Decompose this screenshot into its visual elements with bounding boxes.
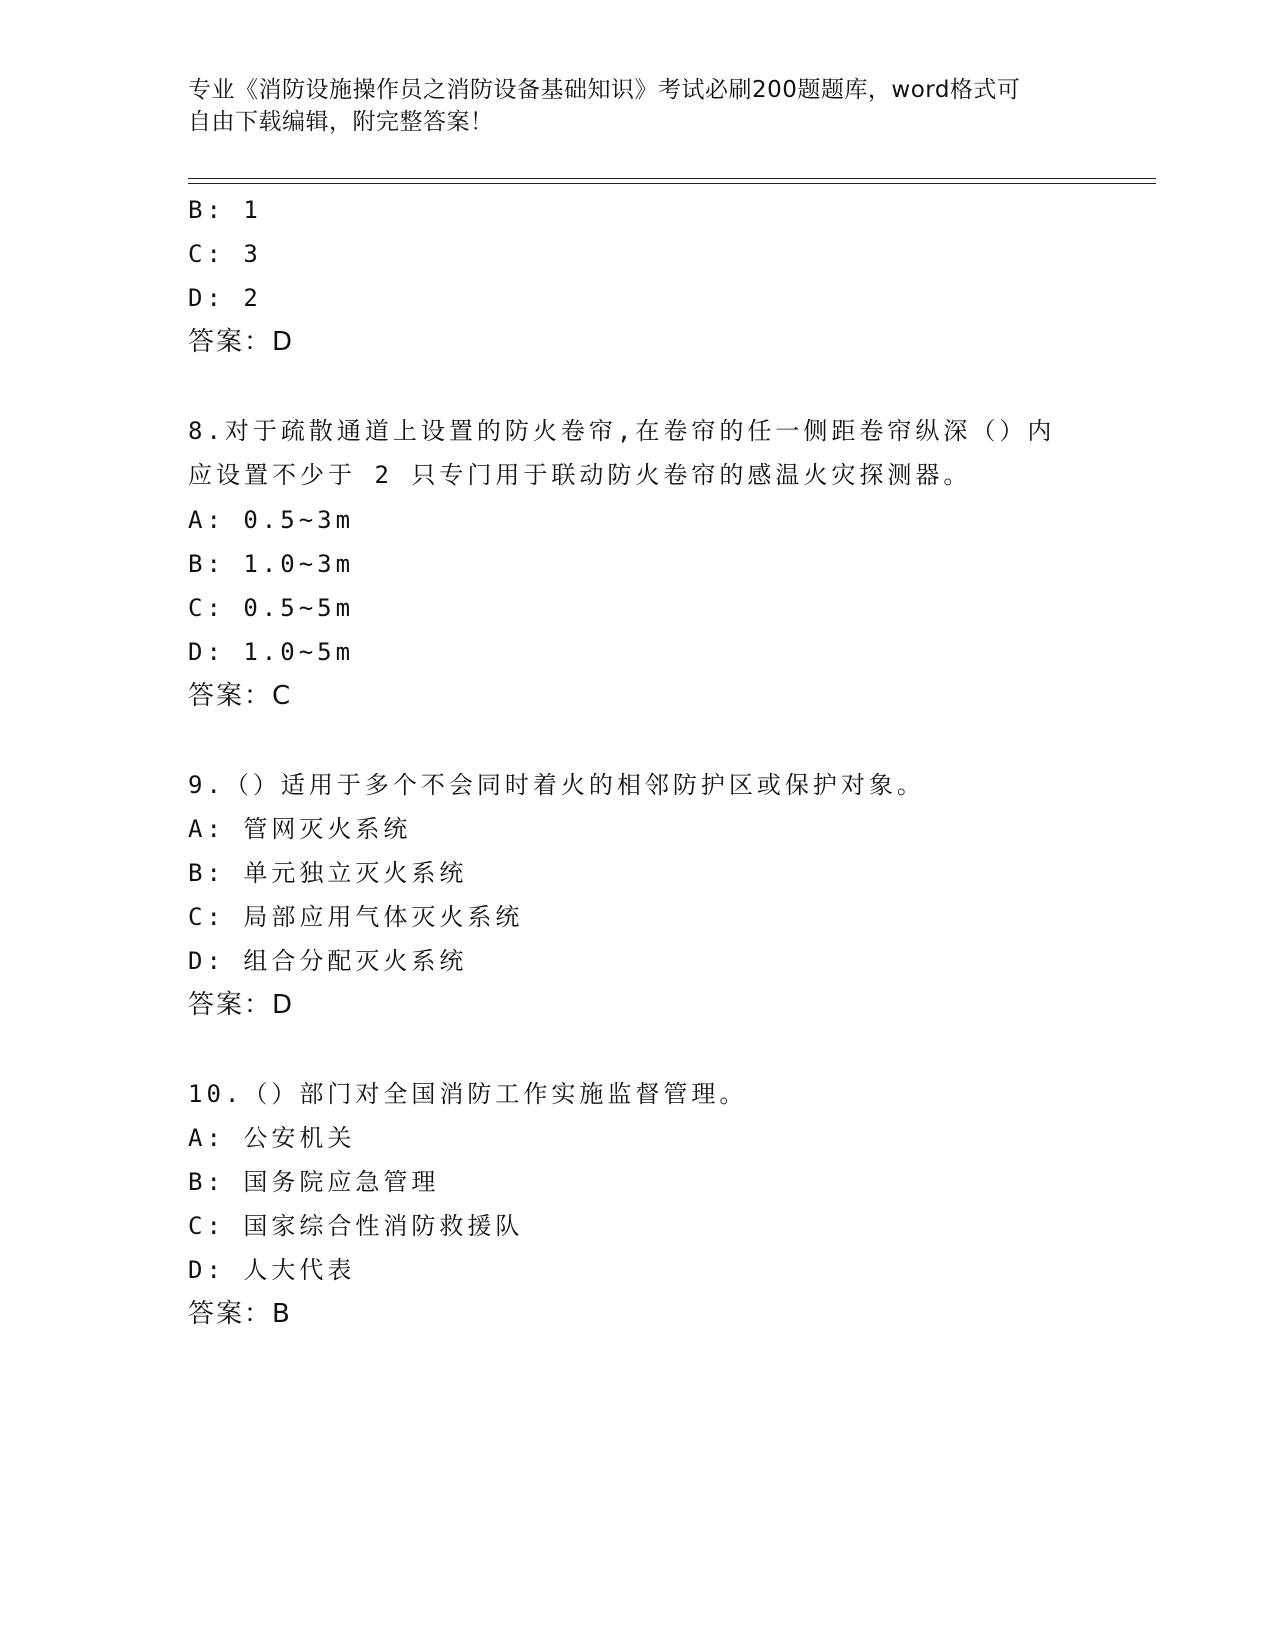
option-line: D: 2 [188,284,262,312]
option-line: D: 人大代表 [188,1256,356,1284]
option-line: B: 国务院应急管理 [188,1168,440,1196]
answer-line: 答案：B [188,1299,292,1329]
option-line: B: 单元独立灭火系统 [188,859,468,887]
header-divider-bottom [188,183,1156,184]
header-divider-top [188,178,1156,179]
answer-line: 答案：C [188,681,293,711]
answer-line: 答案：D [188,990,295,1020]
option-line: C: 国家综合性消防救援队 [188,1212,524,1240]
answer-line: 答案：D [188,327,295,357]
question-stem: 9.（）适用于多个不会同时着火的相邻防护区或保护对象。 [188,771,925,799]
option-line: B: 1.0~3m [188,550,355,578]
option-line: A: 公安机关 [188,1124,356,1152]
document-header: 专业《消防设施操作员之消防设备基础知识》考试必刷200题题库，word格式可 自由下载编辑，附完整答案！ [188,77,1021,135]
option-line: C: 局部应用气体灭火系统 [188,903,524,931]
option-line: D: 组合分配灭火系统 [188,947,468,975]
option-line: D: 1.0~5m [188,638,355,666]
question-stem: 应设置不少于 2 只专门用于联动防火卷帘的感温火灾探测器。 [188,461,972,489]
option-line: A: 0.5~3m [188,506,355,534]
option-line: B: 1 [188,196,262,224]
option-line: C: 0.5~5m [188,594,355,622]
option-line: A: 管网灭火系统 [188,815,412,843]
option-line: C: 3 [188,240,262,268]
question-stem: 8.对于疏散通道上设置的防火卷帘,在卷帘的任一侧距卷帘纵深（）内 [188,417,1056,445]
question-stem: 10.（）部门对全国消防工作实施监督管理。 [188,1080,748,1108]
